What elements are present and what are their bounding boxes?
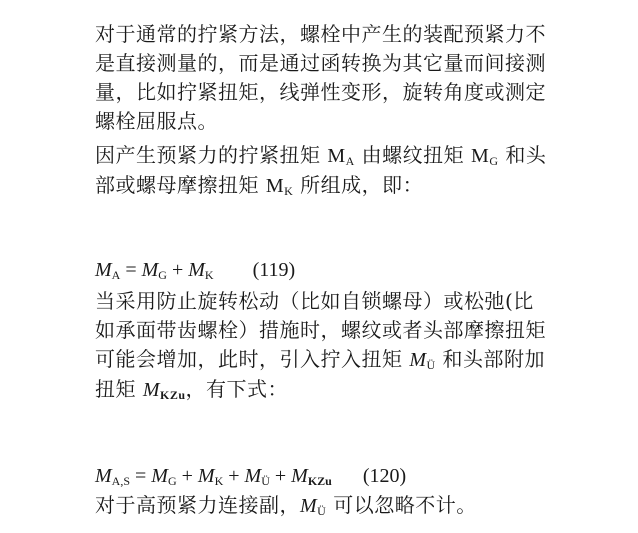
paragraph-tightening-torque — [95, 141, 550, 201]
symbol-m-u: $M_Ü$ — [409, 349, 436, 372]
paragraph-text: 所组成，即： — [293, 173, 424, 197]
paragraph-text: 和头部附加扭矩 — [95, 347, 546, 401]
equation-number: (120) — [362, 465, 407, 487]
symbol-m-kzu: $M_{KZu}$ — [142, 379, 186, 402]
symbol-m-u: $M_Ü$ — [300, 495, 327, 518]
formula-119: $M_A = M_G + M_K$ (119) — [95, 259, 296, 282]
symbol-m-a: $M_A$ — [327, 145, 355, 168]
symbol-m-g: $M_G$ — [471, 145, 499, 168]
equation-number: (119) — [252, 259, 296, 281]
paragraph-text: 因产生预紧力的拧紧扭矩 — [95, 143, 328, 167]
paragraph-text: ，有下式： — [185, 377, 289, 401]
paragraph-text: 可以忽略不计。 — [326, 493, 477, 517]
paragraph-high-preload — [95, 491, 550, 521]
formula-120: $M_{A,S} = M_G + M_K + M_Ü + M_{KZu}$ (120) — [95, 465, 407, 488]
paragraph-text: 对于通常的拧紧方法，螺栓中产生的装配预紧力不是直接测量的，而是通过函转换为其它量而间接测量，比如拧紧扭矩，线弹性变形，旋转角度或测定螺栓屈服点。 — [95, 22, 546, 133]
symbol-m-k: $M_K$ — [265, 175, 294, 198]
paragraph-anti-loosening — [95, 287, 550, 405]
paragraph-text: 对于高预紧力连接副， — [95, 493, 300, 517]
paragraph-text: 和头部或螺母摩擦扭矩 — [95, 143, 547, 197]
paragraph-tightening-methods — [95, 20, 550, 136]
paragraph-text: 由螺纹扭矩 — [354, 143, 472, 167]
paragraph-text: 当采用防止旋转松动（比如自锁螺母）或松弛(比如承面带齿螺栓）措施时，螺纹或者头部摩擦扭矩可能会增加，此时，引入拧入扭矩 — [95, 289, 546, 371]
